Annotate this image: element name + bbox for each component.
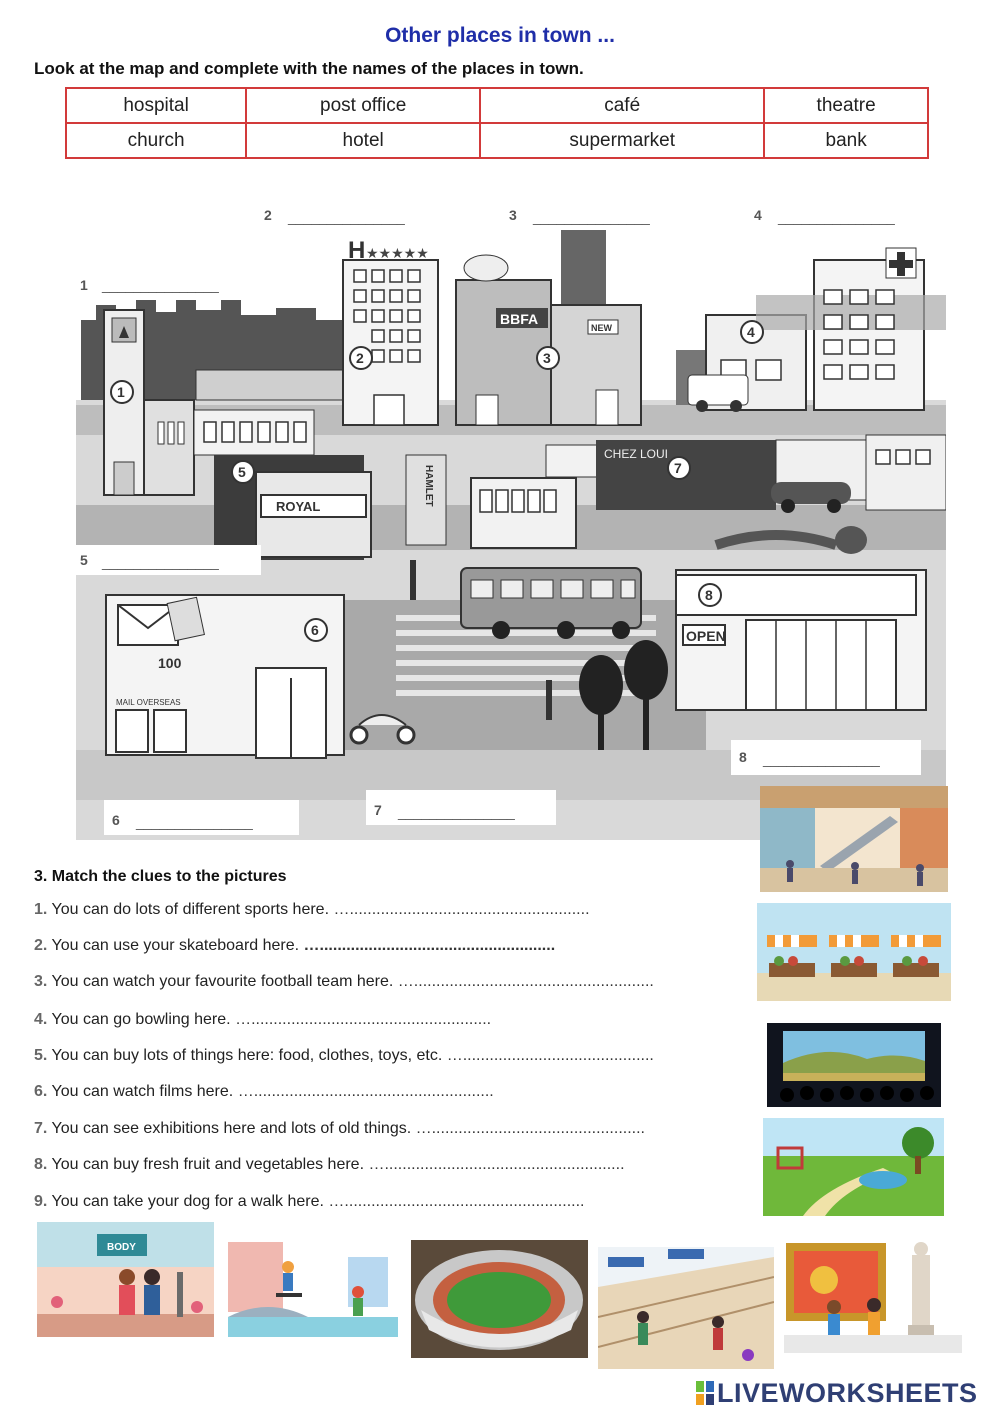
svg-text:3: 3: [543, 350, 551, 366]
svg-text:3: 3: [509, 207, 517, 223]
svg-text:MAIL OVERSEAS: MAIL OVERSEAS: [116, 698, 181, 707]
liveworksheets-logo: [696, 1378, 978, 1409]
museum-picture: [784, 1235, 962, 1353]
word-bank-cell: café: [480, 88, 764, 123]
svg-text:_______________: _______________: [763, 751, 880, 767]
clue-number: 4.: [34, 1011, 48, 1028]
clue-number: 9.: [34, 1193, 48, 1210]
clue-number: 3.: [34, 973, 48, 990]
svg-text:8: 8: [739, 749, 747, 765]
word-bank-cell: theatre: [764, 88, 928, 123]
svg-text:_______________: _______________: [533, 209, 650, 225]
word-bank-table: [65, 87, 929, 159]
word-bank-cell: hospital: [66, 88, 246, 123]
clue-text: You can use your skateboard here.: [51, 937, 300, 954]
svg-text:5: 5: [80, 552, 88, 568]
cinema-picture: [767, 1023, 941, 1107]
answer-dots[interactable]: …...........................................: [446, 1047, 654, 1064]
clue-number: 6.: [34, 1083, 48, 1100]
svg-text:CHEZ LOUI: CHEZ LOUI: [604, 447, 669, 461]
svg-text:HAMLET: HAMLET: [423, 465, 434, 507]
svg-text:_______________: _______________: [136, 814, 253, 830]
word-bank-cell: post office: [246, 88, 480, 123]
svg-text:7: 7: [674, 460, 682, 476]
answer-dots[interactable]: …......................................................: [333, 901, 590, 918]
svg-text:7: 7: [374, 802, 382, 818]
section-3-heading: 3. Match the clues to the pictures: [34, 868, 287, 885]
svg-text:2: 2: [356, 350, 364, 366]
word-bank-cell: supermarket: [480, 123, 764, 158]
svg-text:BODY: BODY: [107, 1242, 136, 1253]
svg-text:1: 1: [117, 384, 125, 400]
word-bank-cell: bank: [764, 123, 928, 158]
answer-dots[interactable]: …......................................................: [368, 1156, 625, 1173]
logo-text: LIVEWORKSHEETS: [717, 1378, 978, 1408]
hotel-building: [343, 237, 438, 425]
clue-item: [34, 1083, 494, 1101]
svg-text:5: 5: [238, 464, 246, 480]
clue-item: [34, 937, 555, 955]
skatepark-picture: [228, 1237, 398, 1337]
clue-item: [34, 1156, 625, 1174]
park-picture: [763, 1118, 944, 1216]
answer-dots[interactable]: …......................................................: [237, 1083, 494, 1100]
bus: [461, 568, 641, 639]
market-picture: [757, 903, 951, 1001]
svg-text:4: 4: [747, 324, 755, 340]
answer-dots[interactable]: …......................................................: [397, 973, 654, 990]
gym-picture: [37, 1222, 214, 1337]
clue-number: 8.: [34, 1156, 48, 1173]
answer-dots[interactable]: …......................................................: [328, 1193, 585, 1210]
svg-text:ROYAL: ROYAL: [276, 499, 321, 514]
shopping-centre-picture: [760, 786, 948, 892]
clue-text: You can take your dog for a walk here.: [51, 1193, 324, 1210]
clue-text: You can buy lots of things here: food, clothes, toys, etc.: [51, 1047, 443, 1064]
clue-item: [34, 973, 654, 991]
word-bank-row: [66, 88, 928, 123]
word-bank-cell: hotel: [246, 123, 480, 158]
svg-text:★★★★★: ★★★★★: [366, 245, 429, 261]
clue-text: You can go bowling here.: [51, 1011, 231, 1028]
cafe-building: [546, 435, 946, 513]
clue-number: 7.: [34, 1120, 48, 1137]
clue-text: You can watch films here.: [51, 1083, 234, 1100]
svg-text:6: 6: [311, 622, 319, 638]
clue-item: [34, 1047, 654, 1065]
clue-item: [34, 1011, 491, 1029]
liveworksheets-logo-icon: [696, 1381, 714, 1405]
bowling-picture: [598, 1247, 774, 1369]
clue-number: 1.: [34, 901, 48, 918]
clue-number: 5.: [34, 1047, 48, 1064]
svg-text:H: H: [348, 237, 366, 264]
svg-text:1: 1: [80, 277, 88, 293]
clue-number: 2.: [34, 937, 48, 954]
clue-text: You can see exhibitions here and lots of old things.: [51, 1120, 412, 1137]
clue-text: You can watch your favourite football team here.: [51, 973, 394, 990]
svg-text:8: 8: [705, 587, 713, 603]
svg-text:_______________: _______________: [398, 804, 515, 820]
clue-item: [34, 1120, 645, 1138]
svg-text:4: 4: [754, 207, 762, 223]
answer-dots[interactable]: ….....................................................: [303, 937, 556, 954]
answer-dots[interactable]: …................................................: [415, 1120, 645, 1137]
answer-dots[interactable]: …......................................................: [235, 1011, 492, 1028]
svg-text:_______________: _______________: [288, 209, 405, 225]
svg-text:_______________: _______________: [102, 554, 219, 570]
post-office-building: [106, 595, 344, 758]
word-bank-row: [66, 123, 928, 158]
svg-text:_______________: _______________: [778, 209, 895, 225]
svg-text:NEW: NEW: [591, 323, 612, 333]
svg-text:_______________: _______________: [102, 277, 219, 293]
svg-text:BBFA: BBFA: [500, 311, 539, 327]
svg-text:OPEN: OPEN: [686, 628, 726, 644]
clue-item: [34, 901, 590, 919]
page-title: Other places in town ...: [385, 24, 615, 47]
clue-text: You can do lots of different sports here.: [51, 901, 330, 918]
stadium-picture: [411, 1240, 588, 1358]
clue-item: [34, 1193, 584, 1211]
svg-text:2: 2: [264, 207, 272, 223]
instruction: Look at the map and complete with the names of the places in town.: [34, 59, 584, 78]
word-bank-cell: church: [66, 123, 246, 158]
town-map: [76, 200, 946, 840]
svg-text:100: 100: [158, 655, 182, 671]
clue-text: You can buy fresh fruit and vegetables here.: [51, 1156, 365, 1173]
svg-text:6: 6: [112, 812, 120, 828]
